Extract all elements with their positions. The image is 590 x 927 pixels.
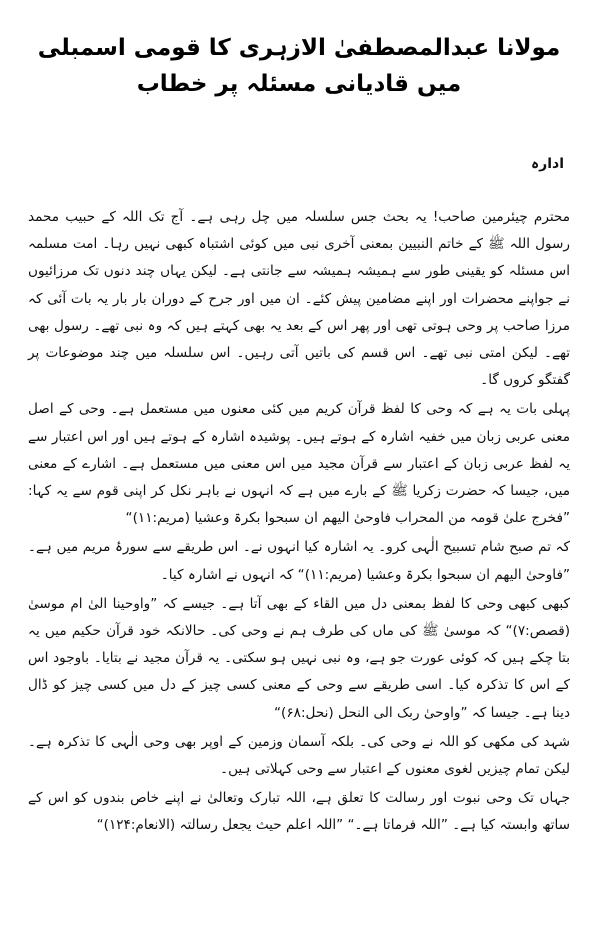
paragraph: کہ تم صبح شام تسبیح الٰہی کرو۔ یہ اشارہ کیا انہوں نے۔ اس طریقے سے سورۂ مریم میں ہے۔ ”فاوحیٰ الیھم ان سبحوا بکرۃ وعشیا (مریم:۱۱)“ کہ انہوں نے اشارہ کیا۔ [28, 539, 570, 583]
article-title: مولانا عبدالمصطفیٰ الازہری کا قومی اسمبلی میں قادیانی مسئلہ پر خطاب [37, 35, 561, 97]
paragraph: پہلی بات یہ ہے کہ وحی کا لفظ قرآن کریم میں کئی معنوں میں مستعمل ہے۔ وحی کے اصل معنی عربی زبان میں خفیہ اشارہ کے ہوتے ہیں۔ پوشیدہ اشارہ کے ہوتے ہیں اور اس اعتبار سے یہ لفظ عربی زبان کے اعتبار سے قرآن مجید میں اس معنی میں مستعمل ہے۔ اشارے کے معنی میں، جیسا کہ حضرت زکریا ﷺ کے بارے میں ہے کہ انہوں نے باہر نکل کر اپنی قوم سے یہ کہا: ”فخرج علیٰ قومہ من المحراب فاوحیٰ الیھم ان سبحوا بکرۃ وعشیا (مریم:۱۱)“ [28, 401, 570, 527]
paragraph: جہاں تک وحی نبوت اور رسالت کا تعلق ہے، اللہ تبارک وتعالیٰ نے اپنے خاص بندوں کو اس کے ساتھ وابستہ کیا ہے۔ ”اللہ فرماتا ہے۔“ ”اللہ اعلم حیث یجعل رسالتہ (الانعام:۱۲۴)“ [28, 790, 570, 834]
paragraph: کبھی کبھی وحی کا لفظ بمعنی دل میں القاء کے بھی آتا ہے۔ جیسے کہ ”واوحینا الیٰ ام موسیٰ (قصص:۷)“ کہ موسیٰ ﷺ کی ماں کی طرف ہم نے وحی کی۔ حالانکہ خود قرآن حکیم میں یہ بتا چکے ہیں کہ کوئی عورت جو ہے، وہ نبی نہیں ہو سکتی۔ یہ قرآن مجید نے بتایا۔ باوجود اس کے اس کا تذکرہ کیا۔ اسی طریقے سے وحی کے معنی کسی چیز کے دل میں کسی چیز کو ڈال دینا ہے۔ جیسا کہ ”واوحیٰ ربک الی النحل (نحل:۶۸)“ [28, 595, 570, 721]
author-byline: ادارہ [530, 156, 564, 172]
paragraph: شہد کی مکھی کو اللہ نے وحی کی۔ بلکہ آسمان وزمین کے اوپر بھی وحی الٰہی کا تذکرہ ہے۔ لیکن تمام چیزیں لغوی معنوں کے اعتبار سے وحی کہلاتی ہیں۔ [28, 733, 570, 778]
paragraph: محترم چیئرمین صاحب! یہ بحث جس سلسلہ میں چل رہی ہے۔ آج تک اللہ کے حبیب محمد رسول اللہ ﷺ کے خاتم النبیین بمعنی آخری نبی میں کوئی اشتباہ کبھی نہیں رہا۔ امت مسلمہ اس مسئلہ کو یقینی طور سے ہمیشہ ہمیشہ سے جانتی ہے۔ لیکن یہاں چند دنوں تک مرزائیوں نے جواپنے محضرات اور اپنے مضامین پیش کئے۔ ان میں اور جرح کے دوران بار بار یہ بات آئی کہ مرزا صاحب پر وحی ہوتی تھی اور پھر اس کے بعد یہ بھی کہتے ہیں کہ وہ نبی تھے۔ رسول بھی تھے۔ لیکن امتی نبی تھے۔ اس قسم کی باتیں آتی رہیں۔ اس سلسلہ میں چند موضوعات پر گفتگو کروں گا۔ [28, 209, 570, 389]
article-body [28, 204, 570, 840]
